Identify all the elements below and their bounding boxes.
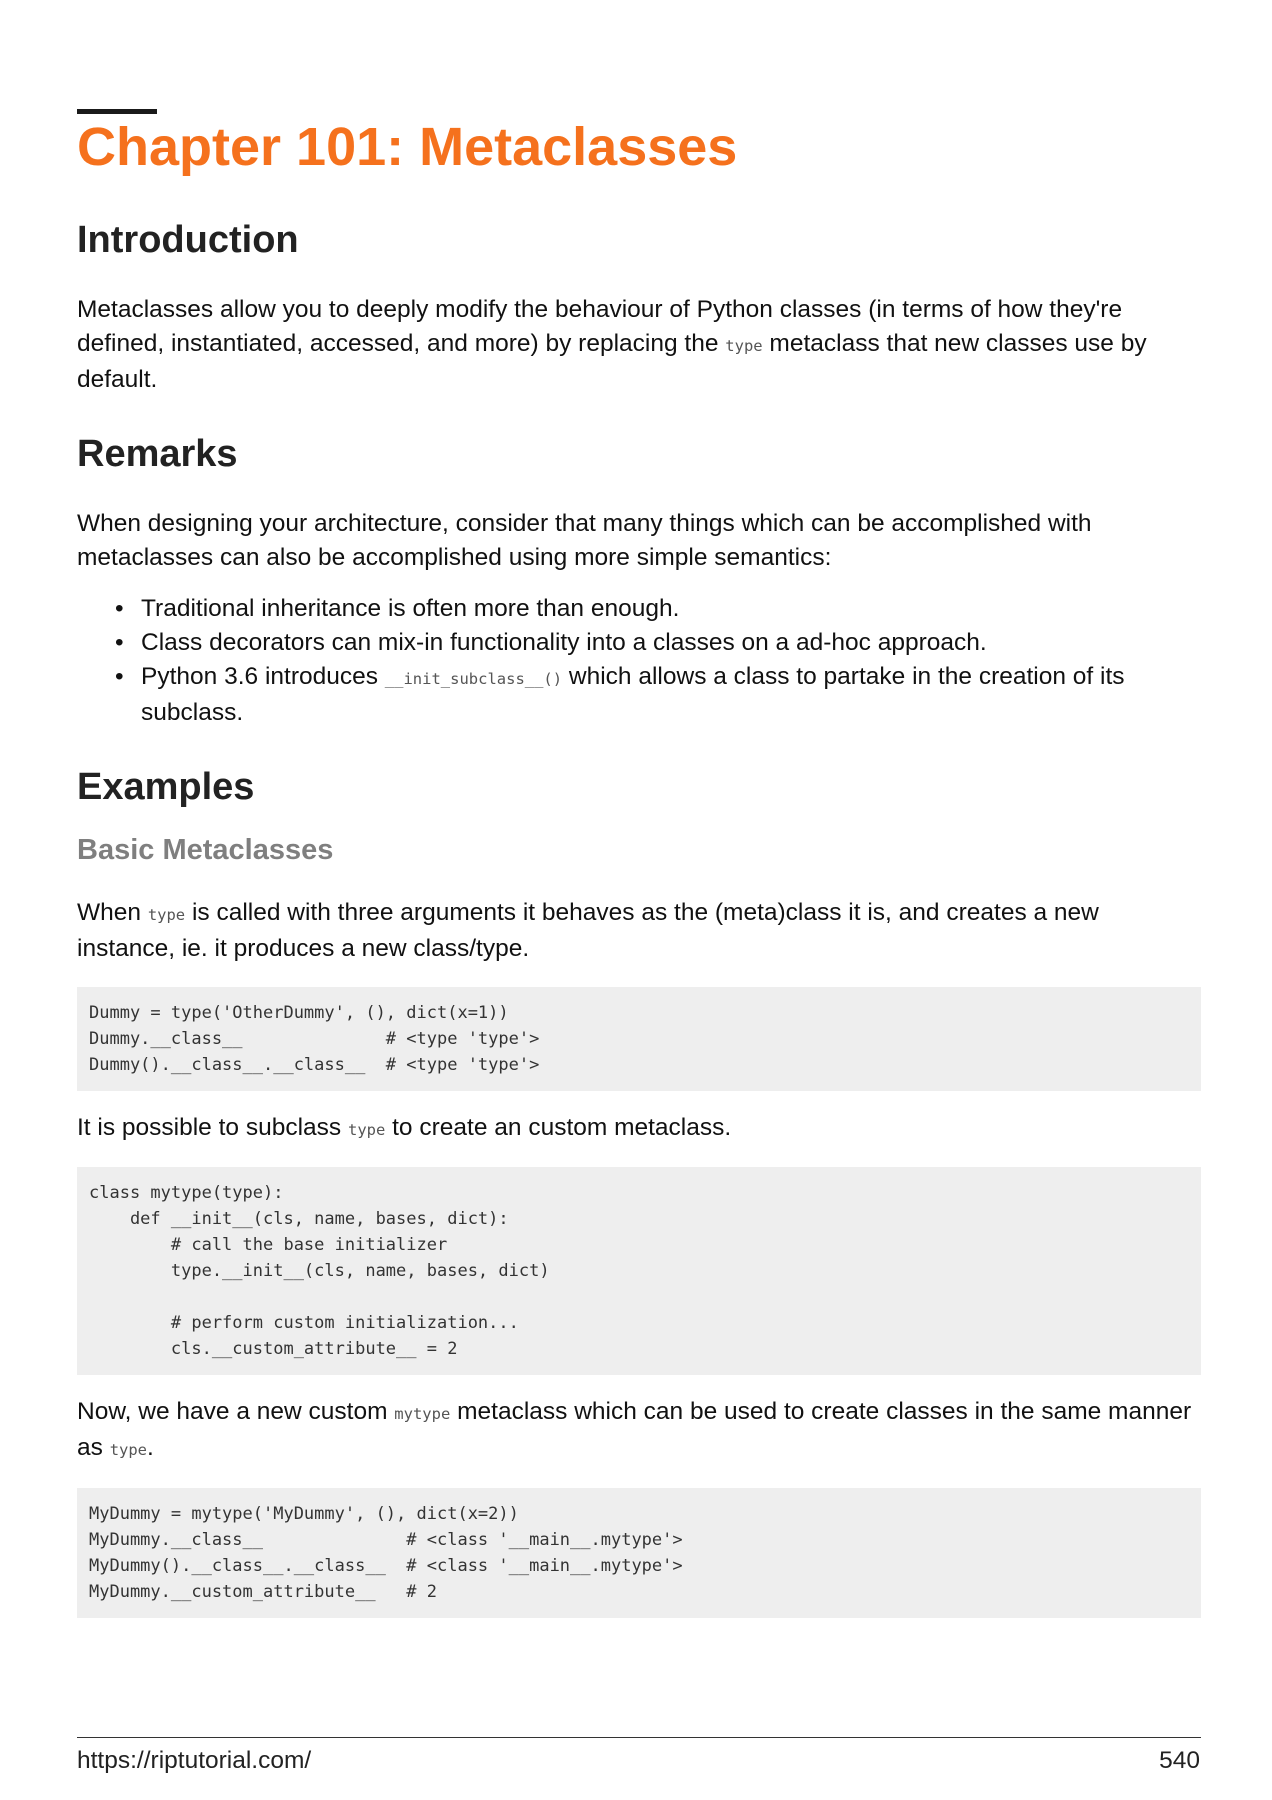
- inline-code: type: [109, 1441, 148, 1459]
- remarks-paragraph: When designing your architecture, consider that many things which can be accomplished with metaclasses can also be accomplished using more simple semantics:: [77, 510, 1092, 571]
- code-block-3: MyDummy = mytype('MyDummy', (), dict(x=2)) MyDummy.__class__ # <class '__main__.mytype'> MyDummy().__class__.__class__ # <class '__main__.mytype'> MyDummy.__custom_attribute__ # 2: [77, 1488, 1201, 1618]
- chapter-title: Chapter 101: Metaclasses: [77, 117, 738, 177]
- inline-code: type: [147, 906, 186, 924]
- bullet-icon: •: [115, 595, 124, 622]
- inline-code: type: [725, 337, 763, 355]
- inline-code: type: [347, 1121, 386, 1139]
- code-block-1: Dummy = type('OtherDummy', (), dict(x=1)) Dummy.__class__ # <type 'type'> Dummy().__class__.__class__ # <type 'type'>: [77, 987, 1201, 1091]
- introduction-paragraph: Metaclasses allow you to deeply modify the behaviour of Python classes (in terms of how they're defined, instantiated, accessed, and more) by replacing the type metaclass that new classes use by default.: [77, 296, 1147, 393]
- introduction-heading: Introduction: [77, 219, 299, 261]
- basic-metaclasses-heading: Basic Metaclasses: [77, 834, 334, 866]
- content: [77, 212, 1201, 1618]
- bullet-icon: •: [115, 629, 124, 656]
- list-item: • Class decorators can mix-in functionality into a classes on a ad-hoc approach.: [77, 626, 1201, 660]
- bullet-icon: •: [115, 663, 124, 690]
- footer-url: https://riptutorial.com/: [77, 1747, 312, 1774]
- remarks-list: [77, 592, 1201, 730]
- inline-code: __init_subclass__(): [384, 670, 563, 688]
- example-paragraph-3: Now, we have a new custom mytype metaclass which can be used to create classes in the same manner as type.: [77, 1398, 1192, 1461]
- example-paragraph-2: It is possible to subclass type to create an custom metaclass.: [77, 1114, 732, 1141]
- list-item: • Traditional inheritance is often more than enough.: [77, 592, 1201, 626]
- inline-code: mytype: [394, 1405, 451, 1423]
- example-paragraph-1: When type is called with three arguments it behaves as the (meta)class it is, and creates a new instance, ie. it produces a new class/type.: [77, 899, 1099, 962]
- list-item: • Python 3.6 introduces __init_subclass__() which allows a class to partake in the creation of its subclass.: [77, 660, 1201, 730]
- code-block-2: class mytype(type): def __init__(cls, name, bases, dict): # call the base initializer type.__init__(cls, name, bases, dict) # perform custom initialization... cls.__custom_attribute__ = 2: [77, 1167, 1201, 1375]
- footer-rule: [77, 1737, 1201, 1738]
- examples-heading: Examples: [77, 766, 255, 808]
- page-number: 540: [1159, 1747, 1200, 1774]
- remarks-heading: Remarks: [77, 433, 238, 475]
